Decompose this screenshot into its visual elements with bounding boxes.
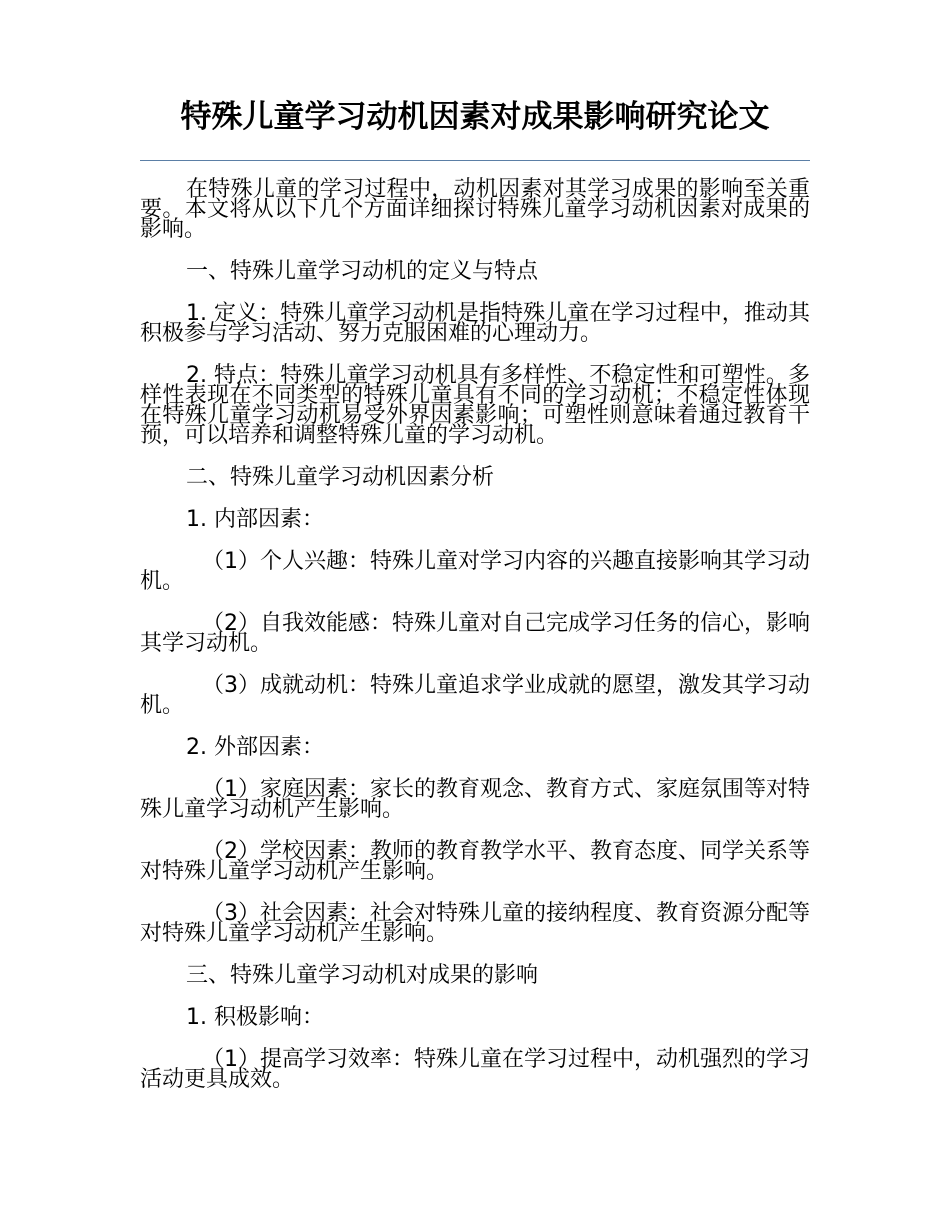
document-body <box>140 177 810 1112</box>
section-heading-1: 一、特殊儿童学习动机的定义与特点 <box>186 259 539 284</box>
list-item-school-factors: （2）学校因素：教师的教育教学水平、教育态度、同学关系等对特殊儿童学习动机产生影响。 <box>140 839 810 884</box>
list-item-family-factors: （1）家庭因素：家长的教育观念、教育方式、家庭氛围等对特殊儿童学习动机产生影响。 <box>140 777 810 822</box>
intro-paragraph: 在特殊儿童的学习过程中，动机因素对其学习成果的影响至关重要。本文将从以下几个方面详细探讨特殊儿童学习动机因素对成果的影响。 <box>140 177 810 242</box>
list-item-self-efficacy: （2）自我效能感：特殊儿童对自己完成学习任务的信心，影响其学习动机。 <box>140 611 810 656</box>
subheading-internal-factors: 1. 内部因素： <box>186 507 324 532</box>
list-item-personal-interest: （1）个人兴趣：特殊儿童对学习内容的兴趣直接影响其学习动机。 <box>140 549 810 594</box>
section-heading-2: 二、特殊儿童学习动机因素分析 <box>186 465 495 490</box>
paragraph-definition: 1. 定义：特殊儿童学习动机是指特殊儿童在学习过程中，推动其积极参与学习活动、努力克服困难的心理动力。 <box>140 301 810 346</box>
title-underline <box>140 160 810 161</box>
paragraph-characteristics: 2. 特点：特殊儿童学习动机具有多样性、不稳定性和可塑性。多样性表现在不同类型的特殊儿童具有不同的学习动机；不稳定性体现在特殊儿童学习动机易受外界因素影响；可塑性则意味着通过教育干预，可以培养和调整特殊儿童的学习动机。 <box>140 363 810 448</box>
subheading-external-factors: 2. 外部因素： <box>186 735 324 760</box>
list-item-achievement-motivation: （3）成就动机：特殊儿童追求学业成就的愿望，激发其学习动机。 <box>140 673 810 718</box>
section-heading-3: 三、特殊儿童学习动机对成果的影响 <box>186 963 539 988</box>
subheading-positive-effects: 1. 积极影响： <box>186 1005 324 1030</box>
list-item-social-factors: （3）社会因素：社会对特殊儿童的接纳程度、教育资源分配等对特殊儿童学习动机产生影响。 <box>140 901 810 946</box>
list-item-learning-efficiency: （1）提高学习效率：特殊儿童在学习过程中，动机强烈的学习活动更具成效。 <box>140 1047 810 1092</box>
document-title: 特殊儿童学习动机因素对成果影响研究论文 <box>180 99 770 135</box>
